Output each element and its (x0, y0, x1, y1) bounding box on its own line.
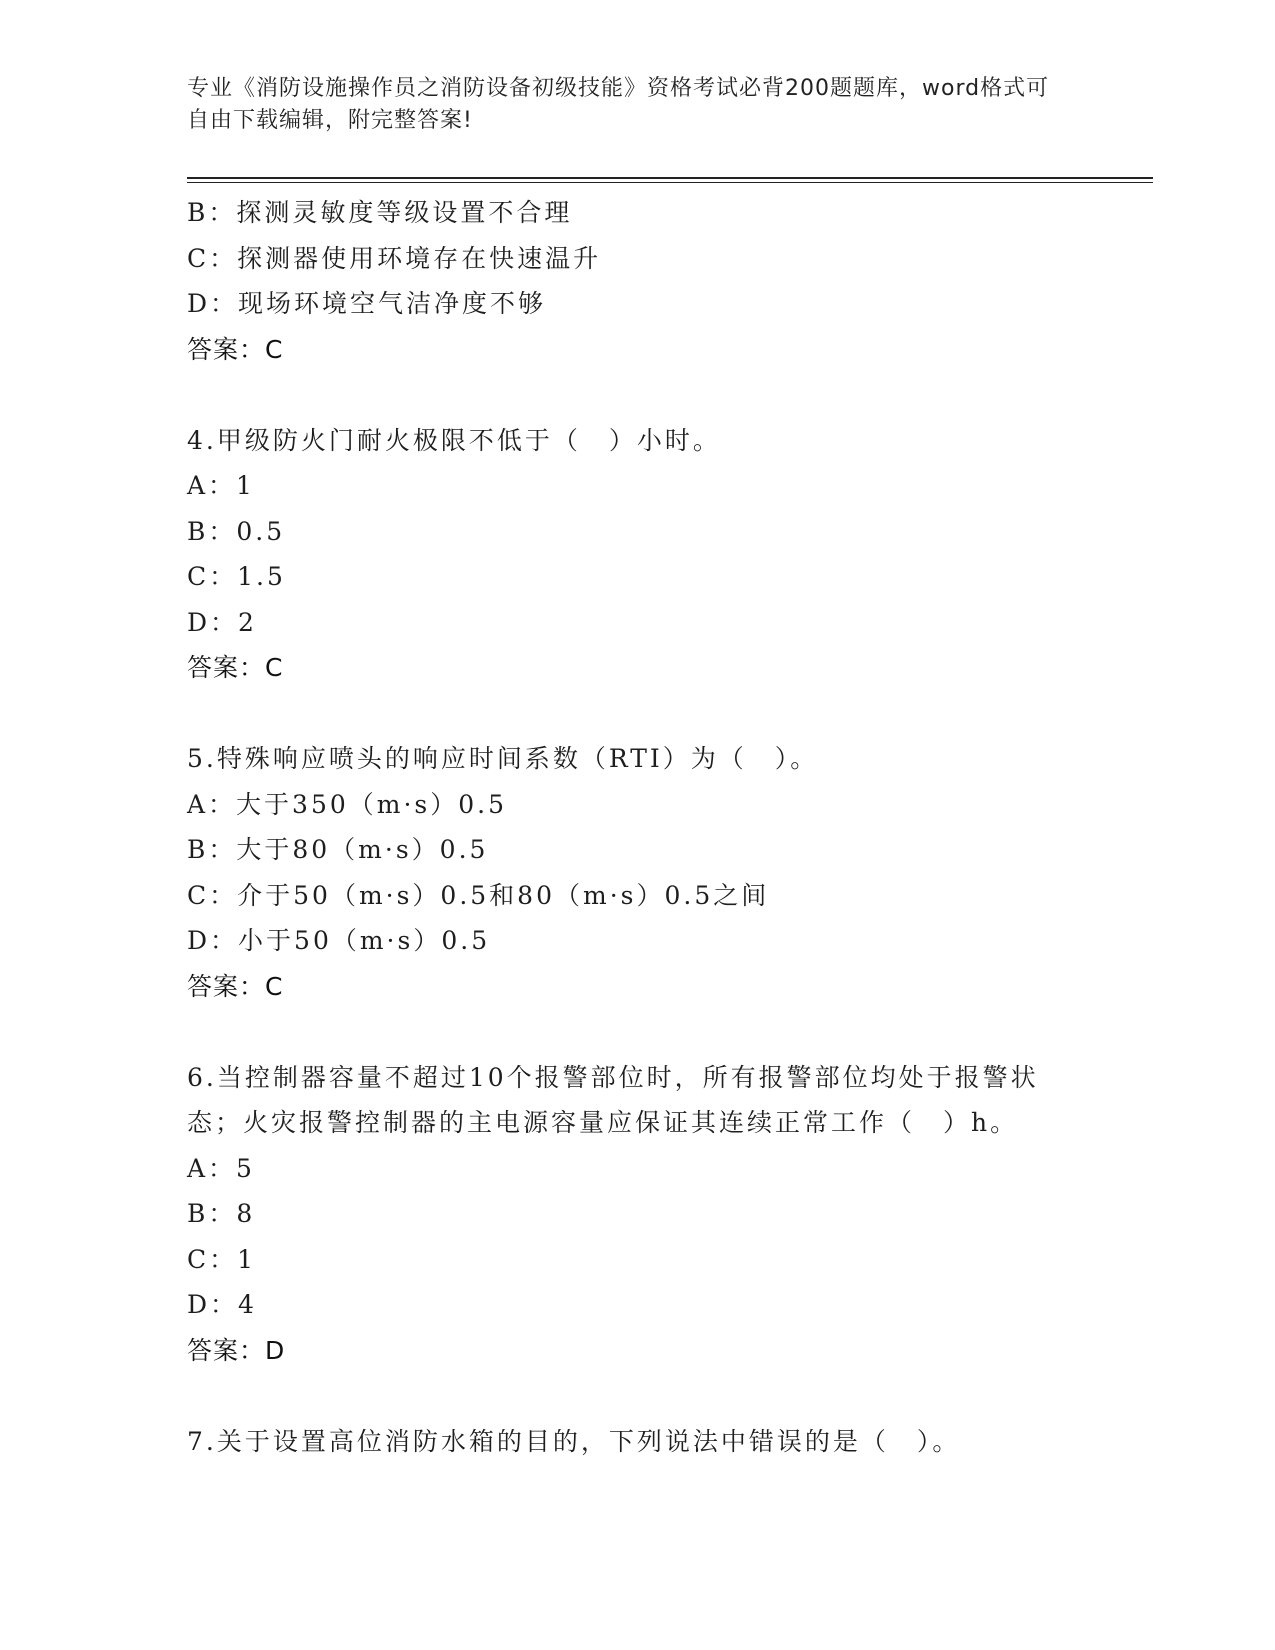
question-4 (187, 418, 1087, 691)
question-spacer (187, 1009, 1087, 1055)
option-b: B：0.5 (187, 516, 286, 546)
question-spacer (187, 1373, 1087, 1419)
question-text: 4.甲级防火门耐火极限不低于（ ）小时。 (187, 425, 721, 455)
header-rule-thin (187, 182, 1153, 183)
option-c: C：探测器使用环境存在快速温升 (187, 243, 602, 273)
option-b: B：探测灵敏度等级设置不合理 (187, 198, 573, 227)
option-d: D：4 (187, 1290, 257, 1319)
option-d: D：2 (187, 607, 257, 637)
question-list (187, 190, 1087, 1464)
option-b: B：8 (187, 1199, 256, 1228)
question-text-line-1: 6.当控制器容量不超过10个报警部位时，所有报警部位均处于报警状 (187, 1062, 1039, 1092)
question-5 (187, 736, 1087, 1009)
option-a: A：大于350（m·s）0.5 (187, 789, 508, 819)
question-7 (187, 1419, 1087, 1465)
question-text-line-2: 态；火灾报警控制器的主电源容量应保证其连续正常工作（ ）h。 (187, 1108, 1019, 1137)
header-rule-thick (187, 177, 1153, 179)
option-a: A：5 (187, 1153, 255, 1183)
question-3-tail (187, 190, 1087, 372)
question-spacer (187, 691, 1087, 737)
question-spacer (187, 372, 1087, 418)
question-text: 5.特殊响应喷头的响应时间系数（RTI）为（ ）。 (187, 744, 819, 773)
option-c: C：1.5 (187, 562, 286, 591)
option-c: C：介于50（m·s）0.5和80（m·s）0.5之间 (187, 880, 770, 910)
answer-line: 答案：C (187, 334, 284, 364)
option-c: C：1 (187, 1244, 257, 1274)
option-d: D：小于50（m·s）0.5 (187, 926, 491, 955)
option-d: D：现场环境空气洁净度不够 (187, 289, 547, 318)
document-header: 专业《消防设施操作员之消防设备初级技能》资格考试必背200题题库，word格式可自由下载编辑，附完整答案! (187, 76, 1050, 133)
option-a: A：1 (187, 471, 255, 500)
answer-line: 答案：C (187, 653, 284, 682)
answer-line: 答案：D (187, 1335, 286, 1365)
question-text: 7.关于设置高位消防水箱的目的，下列说法中错误的是（ ）。 (187, 1426, 961, 1456)
option-b: B：大于80（m·s）0.5 (187, 835, 489, 864)
question-6 (187, 1055, 1087, 1374)
answer-line: 答案：C (187, 971, 284, 1001)
